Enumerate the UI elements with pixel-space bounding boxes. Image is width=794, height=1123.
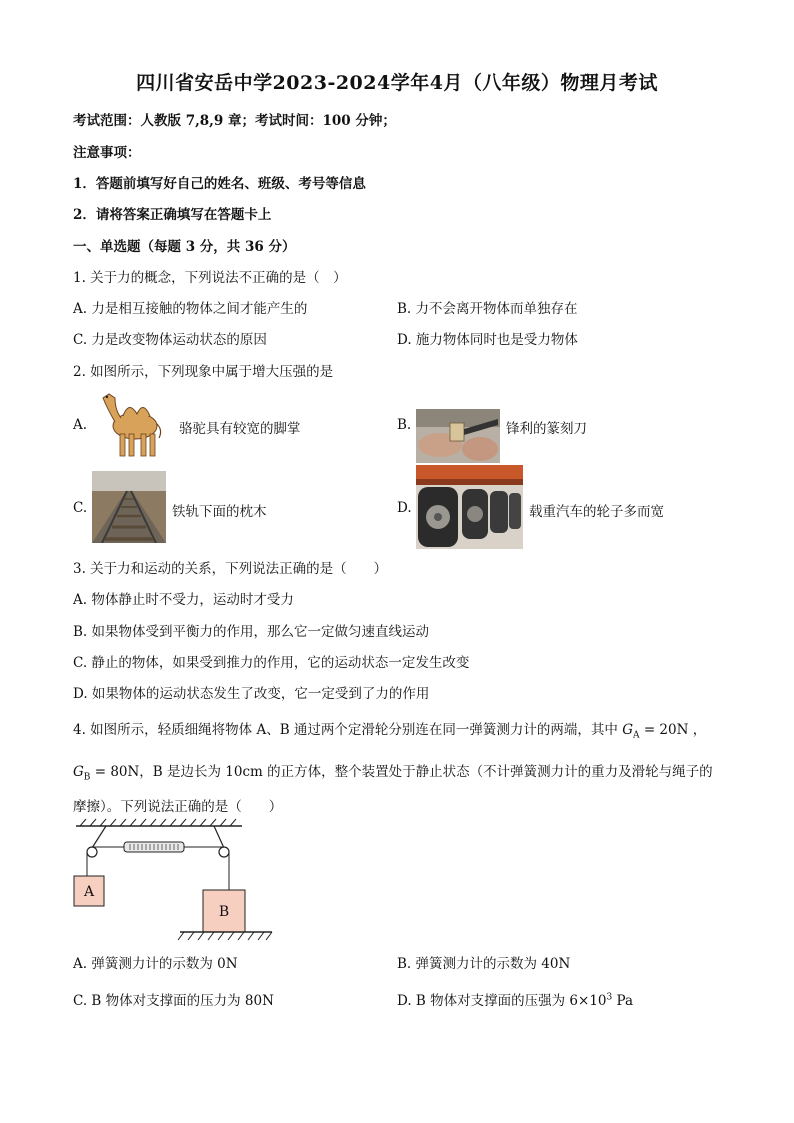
q4-ga-symbol: G [622, 722, 634, 738]
notice-title: 注意事项： [73, 145, 141, 161]
floor-hatch [178, 932, 272, 940]
q2-option-b-text: 锋利的篆刻刀 [506, 421, 587, 437]
block-b-label: B [218, 904, 230, 920]
q4-stem-line2 [73, 760, 713, 783]
q1-option-a: A. 力是相互接触的物体之间才能产生的 [73, 301, 308, 317]
q3-option-b: B. 如果物体受到平衡力的作用，那么它一定做匀速直线运动 [73, 624, 430, 640]
block-a-label: A [83, 884, 95, 900]
q3-option-d: D. 如果物体的运动状态发生了改变，它一定受到了力的作用 [73, 686, 430, 702]
q4-option-b: B. 弹簧测力计的示数为 40N [397, 956, 571, 972]
q4-ga-subscript: A [633, 730, 640, 741]
right-pulley [219, 847, 229, 857]
q4-option-a: A. 弹簧测力计的示数为 0N [73, 956, 238, 972]
q4-gb-symbol: G [73, 764, 84, 780]
page-title: 四川省安岳中学2023-2024学年4月（八年级）物理月考试 [136, 72, 658, 94]
carving-knife-image [416, 409, 500, 463]
section-heading: 一、单选题（每题 3 分，共 36 分） [73, 239, 296, 255]
q2-stem: 2. 如图所示，下列现象中属于增大压强的是 [73, 364, 334, 380]
left-pulley [87, 847, 97, 857]
q1-option-b: B. 力不会离开物体而单独存在 [397, 301, 578, 317]
q3-option-a: A. 物体静止时不受力，运动时才受力 [73, 592, 294, 608]
pulley-diagram [72, 818, 282, 944]
q4-ga-value: = 20N ， [639, 722, 707, 738]
q4-option-d [397, 989, 633, 1009]
camel-image [93, 386, 171, 464]
q4-option-c: C. B 物体对支撑面的压力为 80N [73, 993, 274, 1009]
q2-option-c-letter: C. [73, 500, 88, 516]
q2-option-d-letter: D. [397, 500, 412, 516]
q4-option-d-unit: Pa [612, 993, 634, 1009]
q4-option-d-exponent: 3 [606, 992, 613, 1003]
q4-stem-text: 4. 如图所示，轻质细绳将物体 A、B 通过两个定滑轮分别连在同一弹簧测力计的两端，其中 [73, 722, 618, 738]
q2-option-a-text: 骆驼具有较宽的脚掌 [179, 421, 301, 437]
q3-stem: 3. 关于力和运动的关系，下列说法正确的是（ ） [73, 561, 388, 577]
q1-option-d: D. 施力物体同时也是受力物体 [397, 332, 578, 348]
q4-gb-subscript: B [83, 772, 91, 783]
q4-option-d-text: D. B 物体对支撑面的压强为 6×10 [397, 993, 607, 1009]
q4-stem-line1 [73, 718, 706, 741]
notice-1: 1．答题前填写好自己的姓名、班级、考号等信息 [73, 176, 366, 192]
notice-2: 2．请将答案正确填写在答题卡上 [73, 207, 272, 223]
q1-option-c: C. 力是改变物体运动状态的原因 [73, 332, 267, 348]
q2-option-d-text: 载重汽车的轮子多而宽 [529, 504, 664, 520]
q2-option-a-letter: A. [73, 417, 88, 433]
exam-info: 考试范围：人教版 7,8,9 章；考试时间：100 分钟； [73, 113, 396, 129]
q2-option-b-letter: B. [397, 417, 412, 433]
railway-track-image [92, 471, 166, 543]
ceiling-hatch [80, 819, 236, 826]
q1-stem: 1. 关于力的概念，下列说法不正确的是（ ） [73, 270, 347, 286]
q4-stem-line3: 摩擦）。下列说法正确的是（ ） [73, 799, 283, 815]
q3-option-c: C. 静止的物体，如果受到推力的作用，它的运动状态一定发生改变 [73, 655, 470, 671]
truck-wheels-image [416, 465, 523, 549]
q2-option-c-text: 铁轨下面的枕木 [172, 504, 267, 520]
q4-gb-value: = 80N，B 是边长为 10cm 的正方体，整个装置处于静止状态（不计弹簧测力计的重力及滑轮与绳子的 [90, 764, 713, 780]
